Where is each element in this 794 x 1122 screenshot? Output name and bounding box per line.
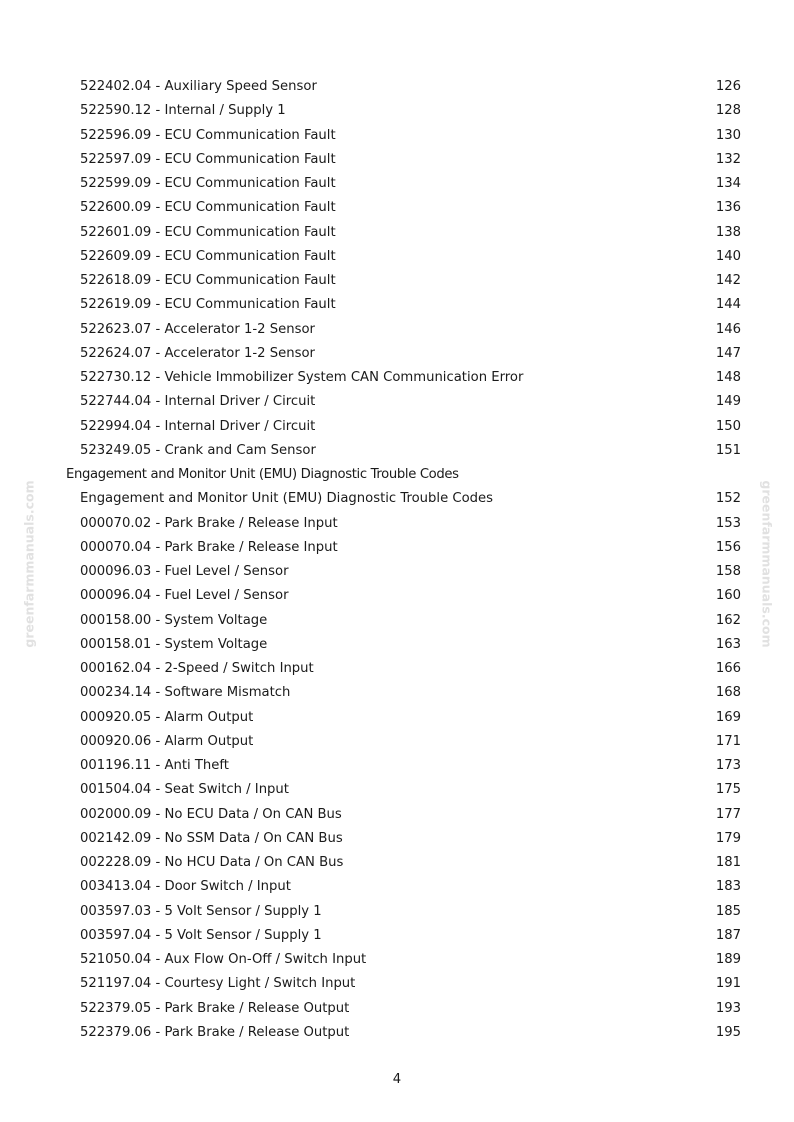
- toc-entry-title: 000070.02 - Park Brake / Release Input: [80, 515, 338, 531]
- toc-entry-title: 000162.04 - 2-Speed / Switch Input: [80, 661, 314, 676]
- toc-entry[interactable]: [0, 318, 794, 342]
- toc-entry-title: 521050.04 - Aux Flow On-Off / Switch Input: [80, 952, 367, 967]
- toc-entry-page: 156: [715, 539, 741, 555]
- toc-entry[interactable]: [0, 754, 794, 778]
- toc-entry-title: 522599.09 - ECU Communication Fault: [80, 176, 336, 191]
- toc-entry-page: 166: [715, 661, 741, 676]
- toc-entry-title: 522601.09 - ECU Communication Fault: [80, 224, 336, 240]
- toc-entry-page: 187: [715, 927, 741, 943]
- toc-entry[interactable]: [0, 196, 794, 220]
- toc-entry-title: 522744.04 - Internal Driver / Circuit: [80, 394, 316, 410]
- toc-entry-title: 002000.09 - No ECU Data / On CAN Bus: [80, 806, 342, 822]
- toc-entry-page: 181: [715, 855, 741, 870]
- toc-entry[interactable]: [0, 706, 794, 730]
- toc-entry[interactable]: [0, 124, 794, 148]
- toc-entry-title: 522619.09 - ECU Communication Fault: [80, 297, 336, 313]
- toc-entry[interactable]: [0, 99, 794, 123]
- toc-entry[interactable]: [0, 948, 794, 972]
- toc-entry[interactable]: [0, 75, 794, 99]
- toc-entry[interactable]: [0, 269, 794, 293]
- toc-entry-title: 522379.06 - Park Brake / Release Output: [80, 1024, 350, 1040]
- toc-entry-page: 183: [715, 879, 741, 895]
- toc-entry-title: 000070.04 - Park Brake / Release Input: [80, 539, 338, 555]
- toc-entry-page: 169: [715, 709, 741, 725]
- toc-entry-title: 003413.04 - Door Switch / Input: [80, 879, 291, 895]
- toc-entry-title: 521197.04 - Courtesy Light / Switch Input: [80, 976, 356, 992]
- toc-entry-title: 522597.09 - ECU Communication Fault: [80, 151, 336, 167]
- toc-entry-title: 522600.09 - ECU Communication Fault: [80, 200, 336, 216]
- toc-entry-page: 140: [715, 248, 741, 264]
- toc-entry-title: 000158.01 - System Voltage: [80, 636, 268, 652]
- toc-entry-page: 146: [715, 321, 741, 337]
- toc-entry[interactable]: [0, 245, 794, 269]
- toc-entry-page: 134: [715, 176, 741, 191]
- toc-entry[interactable]: [0, 584, 794, 608]
- toc-entry-title: 002228.09 - No HCU Data / On CAN Bus: [80, 855, 344, 870]
- toc-entry[interactable]: [0, 439, 794, 463]
- toc-entry-page: 177: [715, 806, 741, 822]
- toc-entry-title: 001504.04 - Seat Switch / Input: [80, 782, 289, 798]
- toc-entry-title: 522609.09 - ECU Communication Fault: [80, 248, 336, 264]
- toc-entry-title: 522618.09 - ECU Communication Fault: [80, 273, 336, 288]
- toc-entry-page: 148: [715, 370, 741, 385]
- toc-entry-title: 522379.05 - Park Brake / Release Output: [80, 1000, 350, 1016]
- toc-entry-title: 000920.05 - Alarm Output: [80, 709, 254, 725]
- toc-entry[interactable]: [0, 487, 794, 511]
- toc-entry-title: 522623.07 - Accelerator 1-2 Sensor: [80, 321, 315, 337]
- toc-entry[interactable]: [0, 681, 794, 705]
- toc-entry-title: 522730.12 - Vehicle Immobilizer System CAN Communication Error: [80, 370, 524, 385]
- toc-entry-page: 153: [715, 515, 741, 531]
- toc-entry[interactable]: [0, 536, 794, 560]
- toc-entry-title: 002142.09 - No SSM Data / On CAN Bus: [80, 830, 343, 846]
- toc-entry[interactable]: [0, 875, 794, 899]
- toc-entry[interactable]: [0, 633, 794, 657]
- toc-entry-page: 150: [715, 418, 741, 434]
- toc-entry[interactable]: [0, 657, 794, 681]
- toc-entry-title: 523249.05 - Crank and Cam Sensor: [80, 442, 316, 458]
- toc-entry[interactable]: [0, 390, 794, 414]
- toc-entry-title: 522596.09 - ECU Communication Fault: [80, 127, 336, 143]
- toc-entry-page: 126: [715, 79, 741, 94]
- toc-entry[interactable]: [0, 900, 794, 924]
- toc-entry[interactable]: [0, 1021, 794, 1045]
- toc-entry[interactable]: [0, 415, 794, 439]
- toc-entry-page: 130: [715, 127, 741, 143]
- toc-entry-page: 151: [715, 442, 741, 458]
- toc-entry-title: 522624.07 - Accelerator 1-2 Sensor: [80, 345, 315, 361]
- toc-entry[interactable]: [0, 609, 794, 633]
- page-number: 4: [392, 1072, 402, 1087]
- toc-entry-title: Engagement and Monitor Unit (EMU) Diagnostic Trouble Codes: [66, 467, 459, 482]
- toc-entry-title: 003597.03 - 5 Volt Sensor / Supply 1: [80, 903, 322, 919]
- toc-entry-page: 160: [715, 588, 741, 604]
- toc-entry[interactable]: [0, 293, 794, 317]
- toc-entry-page: 136: [715, 200, 741, 216]
- toc-entry-page: 158: [715, 564, 741, 579]
- toc-entry-page: 152: [715, 491, 741, 507]
- toc-entry-page: 147: [715, 345, 741, 361]
- toc-entry-page: 191: [715, 976, 741, 992]
- toc-entry-page: 175: [715, 782, 741, 798]
- toc-entry-page: 132: [715, 151, 741, 167]
- toc-entry-title: 000234.14 - Software Mismatch: [80, 685, 291, 701]
- toc-entry-page: 179: [715, 830, 741, 846]
- toc-entry-title: 001196.11 - Anti Theft: [80, 758, 229, 773]
- toc-entry-page: 173: [715, 758, 741, 773]
- toc-entry[interactable]: [0, 972, 794, 996]
- toc-entry[interactable]: [0, 512, 794, 536]
- toc-entry-page: 168: [715, 685, 741, 701]
- toc-entry[interactable]: [0, 366, 794, 390]
- toc-entry-page: 162: [715, 612, 741, 628]
- toc-entry-page: 163: [715, 636, 741, 652]
- toc-entry-page: 171: [715, 733, 741, 749]
- toc-entry[interactable]: [0, 342, 794, 366]
- table-of-contents: [0, 75, 794, 1045]
- toc-entry[interactable]: [0, 730, 794, 754]
- toc-entry-page: 185: [715, 903, 741, 919]
- toc-section-heading[interactable]: [0, 463, 794, 487]
- toc-entry[interactable]: [0, 997, 794, 1021]
- toc-entry-page: 189: [715, 952, 741, 967]
- toc-entry[interactable]: [0, 172, 794, 196]
- toc-entry-page: 128: [715, 103, 741, 119]
- toc-entry-title: 003597.04 - 5 Volt Sensor / Supply 1: [80, 927, 322, 943]
- toc-entry-page: 144: [715, 297, 741, 313]
- toc-entry[interactable]: [0, 560, 794, 584]
- toc-entry-title: 522994.04 - Internal Driver / Circuit: [80, 418, 316, 434]
- toc-entry-title: Engagement and Monitor Unit (EMU) Diagnostic Trouble Codes: [80, 491, 494, 507]
- toc-entry-page: 195: [715, 1024, 741, 1040]
- toc-entry-title: 000096.04 - Fuel Level / Sensor: [80, 588, 289, 604]
- toc-entry-title: 522590.12 - Internal / Supply 1: [80, 103, 286, 119]
- toc-entry[interactable]: [0, 827, 794, 851]
- toc-entry-title: 522402.04 - Auxiliary Speed Sensor: [80, 79, 317, 94]
- toc-entry-title: 000920.06 - Alarm Output: [80, 733, 254, 749]
- watermark-left-text: greenfarmmanuals.com: [21, 480, 37, 648]
- toc-entry-title: 000158.00 - System Voltage: [80, 612, 268, 628]
- toc-entry[interactable]: [0, 221, 794, 245]
- toc-entry-page: 149: [715, 394, 741, 410]
- toc-entry[interactable]: [0, 148, 794, 172]
- toc-entry-title: 000096.03 - Fuel Level / Sensor: [80, 564, 289, 579]
- toc-entry[interactable]: [0, 924, 794, 948]
- toc-entry[interactable]: [0, 778, 794, 802]
- toc-entry[interactable]: [0, 803, 794, 827]
- toc-entry[interactable]: [0, 851, 794, 875]
- toc-entry-page: 138: [715, 224, 741, 240]
- toc-entry-page: 142: [715, 273, 741, 288]
- toc-entry-page: 193: [715, 1000, 741, 1016]
- watermark-right-text: greenfarmmanuals.com: [759, 480, 775, 648]
